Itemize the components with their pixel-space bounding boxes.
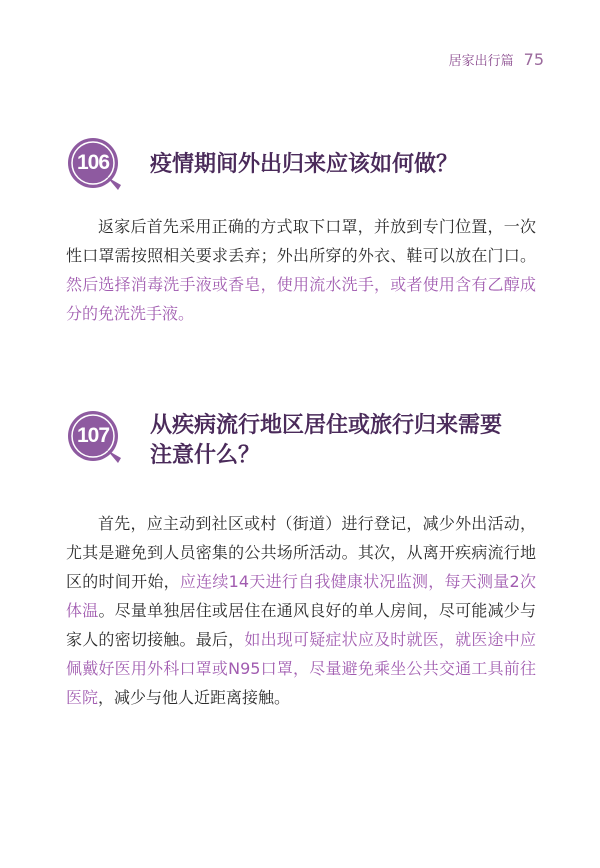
answer-highlight: 如出现可疑症状应及时就医，就医途中应佩戴好医用外科口罩或N95口罩，尽量避免乘坐公共交通工具前往医院 — [66, 630, 536, 707]
section-name: 居家出行篇 — [448, 54, 514, 69]
page-number: 75 — [523, 50, 544, 69]
answer-highlight: 然后选择消毒洗手液或香皂，使用流水洗手，或者使用含有乙醇成分的免洗洗手液。 — [66, 275, 536, 323]
question-number: 107 — [76, 424, 110, 447]
question-title-line: 从疾病流行地区居住或旅行归来需要 — [150, 413, 503, 438]
answer-paragraph-107 — [66, 509, 536, 712]
running-header — [449, 50, 544, 69]
answer-text: 返家后首先采用正确的方式取下口罩，并放到专门位置，一次性口罩需按照相关要求丢弃；外出所穿的外衣、鞋可以放在门口。 — [66, 217, 536, 265]
question-number-badge — [66, 135, 126, 195]
question-number-badge — [66, 408, 126, 468]
answer-text: 首先，应主动到社区或村（街道）进行登记，减少外出活动，尤其是避免到人员密集的公共场所活动。其次，从离开疾病流行地区的时间开始， — [66, 514, 536, 591]
answer-text: 。尽量单独居住或居住在通风良好的单人房间，尽可能减少与家人的密切接触。最后， — [66, 601, 536, 649]
question-title-line: 注意什么？ — [150, 443, 261, 468]
answer-paragraph-106 — [66, 212, 536, 328]
answer-highlight: 应连续14天进行自我健康状况监测，每天测量2次体温 — [66, 572, 536, 620]
question-title — [150, 411, 550, 471]
answer-text: ，减少与他人近距离接触。 — [98, 688, 291, 707]
question-number: 106 — [76, 151, 110, 174]
question-title: 疫情期间外出归来应该如何做？ — [150, 152, 459, 177]
